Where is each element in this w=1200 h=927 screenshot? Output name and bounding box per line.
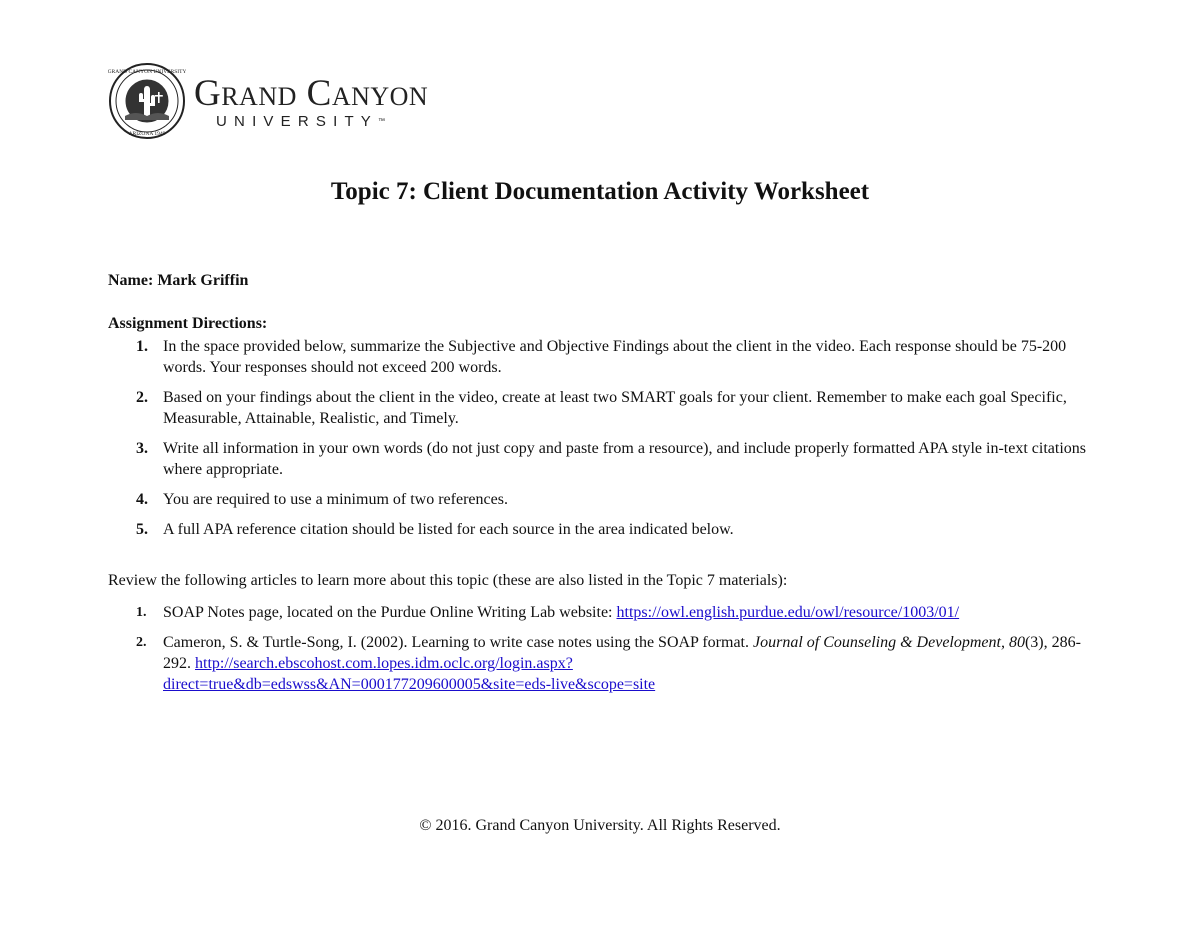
wordmark-line2: UNIVERSITY™ [216, 113, 386, 130]
svg-text:GRAND CANYON UNIVERSITY: GRAND CANYON UNIVERSITY [108, 69, 186, 75]
articles-list [108, 602, 1098, 704]
journal-title: Journal of Counseling & Development, 80 [753, 634, 1025, 651]
directions-list [108, 336, 1098, 549]
svg-text:ARIZONA 1949: ARIZONA 1949 [128, 131, 166, 137]
list-item: 1. SOAP Notes page, located on the Purdue Online Writing Lab website: https://owl.english.purdue.edu/owl/resource/1003/01/ [136, 604, 960, 621]
list-item: 3. Write all information in your own words (do not just copy and paste from a resource), and include properly formatted APA style in-text citations where appropriate. [136, 440, 1086, 478]
wordmark-line1: Grand Canyon [194, 73, 429, 114]
review-intro: Review the following articles to learn more about this topic (these are also listed in the Topic 7 materials): [108, 572, 788, 589]
list-item: 2. Cameron, S. & Turtle-Song, I. (2002). Learning to write case notes using the SOAP format. Journal of Counseling & Development, 80(3), 286-292. http://search.ebscohost.com.lopes.idm.oclc.org/login.aspx? direct=true&db=edswss&AN=000177209600005&site=eds-live&scope=site [136, 634, 1081, 693]
university-seal-icon [108, 62, 186, 140]
student-name: Name: Mark Griffin [108, 272, 249, 289]
list-item: 2. Based on your findings about the client in the video, create at least two SMART goals for your client. Remember to make each goal Specific, Measurable, Attainable, Realistic, and Timely. [136, 389, 1067, 427]
list-item: 5. A full APA reference citation should be listed for each source in the area indicated below. [136, 521, 734, 538]
directions-heading: Assignment Directions: [108, 315, 268, 332]
list-item: 1. In the space provided below, summarize the Subjective and Objective Findings about the client in the video. Each response should be 75-200 words. Your responses should not exceed 200 words. [136, 338, 1067, 376]
page-title: Topic 7: Client Documentation Activity Worksheet [330, 178, 870, 205]
university-wordmark [194, 75, 428, 131]
copyright-footer: © 2016. Grand Canyon University. All Rights Reserved. [419, 817, 781, 834]
list-item: 4. You are required to use a minimum of two references. [136, 491, 508, 508]
ebsco-article-link[interactable]: http://search.ebscohost.com.lopes.idm.oclc.org/login.aspx? direct=true&db=edswss&AN=000177209600005&site=eds-live&scope=site [163, 655, 656, 693]
university-logo [108, 62, 428, 140]
purdue-owl-link[interactable]: https://owl.english.purdue.edu/owl/resource/1003/01/ [616, 604, 960, 621]
